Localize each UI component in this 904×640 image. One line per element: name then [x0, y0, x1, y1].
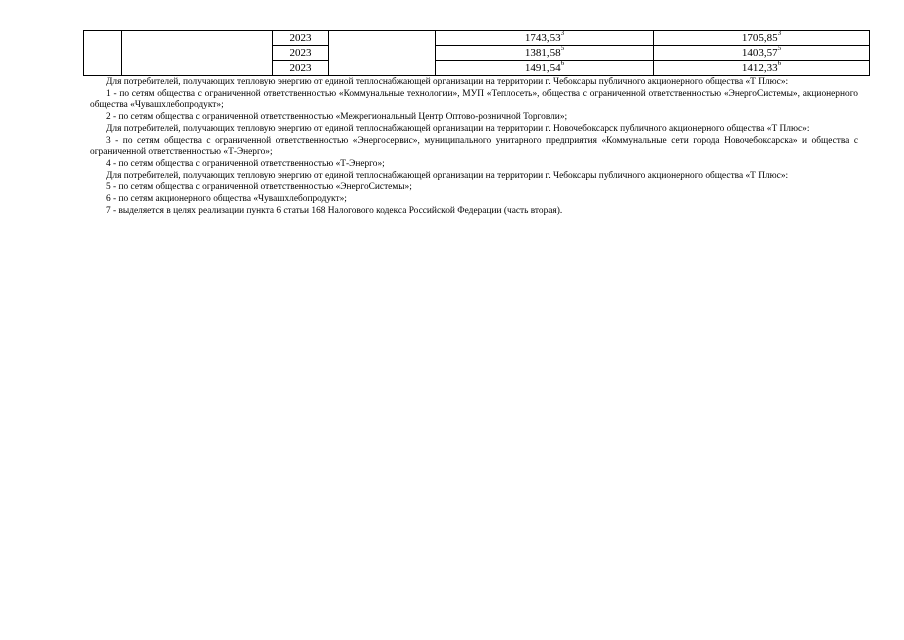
- table-cell-empty: [122, 31, 273, 76]
- table-cell-empty: [329, 31, 436, 76]
- table-row: [84, 31, 870, 46]
- tariff-value: 1705,85: [741, 32, 778, 44]
- note-paragraph: 4 - по сетям общества с ограниченной ответственностью «Т-Энерго»;: [106, 158, 385, 169]
- note-paragraph: 2 - по сетям общества с ограниченной ответственностью «Межрегиональный Центр Оптово-розничной Торговли»;: [106, 112, 568, 123]
- tariff-value-cell: [436, 46, 654, 61]
- footnote-marker: 3: [777, 29, 782, 38]
- tariff-value: 1412,33: [741, 62, 778, 74]
- year-cell: 2023: [273, 31, 329, 46]
- tariff-value-cell: [654, 61, 870, 76]
- note-paragraph: Для потребителей, получающих тепловую энергию от единой теплоснабжающей организации на территории г. Чебоксары публичного акционерного общества «Т Плюс»:: [106, 170, 789, 181]
- note-paragraph: Для потребителей, получающих тепловую энергию от единой теплоснабжающей организации на территории г. Новочебоксарск публичного акционерного общества «Т Плюс»:: [106, 123, 810, 134]
- tariff-value: 1491,54: [524, 62, 561, 74]
- table-cell-empty: [84, 31, 122, 76]
- tariff-value-cell: [436, 31, 654, 46]
- footnotes: [90, 77, 858, 217]
- year-cell: 2023: [273, 61, 329, 76]
- note-paragraph: 1 - по сетям общества с ограниченной ответственностью «Коммунальные технологии», МУП «Теплосеть», общества с ограниченной ответственностью «ЭнергоСистемы», акционерного общества «Чувашхлебопродукт»;: [90, 88, 858, 111]
- tariff-table: [83, 30, 870, 76]
- tariff-value: 1743,53: [524, 32, 561, 44]
- tariff-value: 1403,57: [741, 47, 778, 59]
- note-paragraph: 3 - по сетям общества с ограниченной ответственностью «Энергосервис», муниципального унитарного предприятия «Коммунальные сети города Новочебоксарска» и общества с ограниченной ответственностью «Т-Энерго»;: [90, 135, 858, 158]
- tariff-value: 1381,58: [524, 47, 561, 59]
- note-paragraph: Для потребителей, получающих тепловую энергию от единой теплоснабжающей организации на территории г. Чебоксары публичного акционерного общества «Т Плюс»:: [106, 77, 789, 87]
- footnote-marker: 5: [560, 44, 565, 53]
- footnote-marker: 6: [560, 59, 565, 68]
- note-paragraph: 7 - выделяется в целях реализации пункта 6 статьи 168 Налогового кодекса Российской Федерации (часть вторая).: [106, 205, 563, 216]
- note-paragraph: 5 - по сетям общества с ограниченной ответственностью «ЭнергоСистемы»;: [106, 182, 412, 193]
- footnote-marker: 6: [777, 59, 782, 68]
- tariff-value-cell: [654, 31, 870, 46]
- year-cell: 2023: [273, 46, 329, 61]
- footnote-marker: 3: [560, 29, 565, 38]
- tariff-value-cell: [654, 46, 870, 61]
- note-paragraph: 6 - по сетям акционерного общества «Чувашхлебопродукт»;: [106, 194, 347, 205]
- tariff-value-cell: [436, 61, 654, 76]
- footnote-marker: 5: [777, 44, 782, 53]
